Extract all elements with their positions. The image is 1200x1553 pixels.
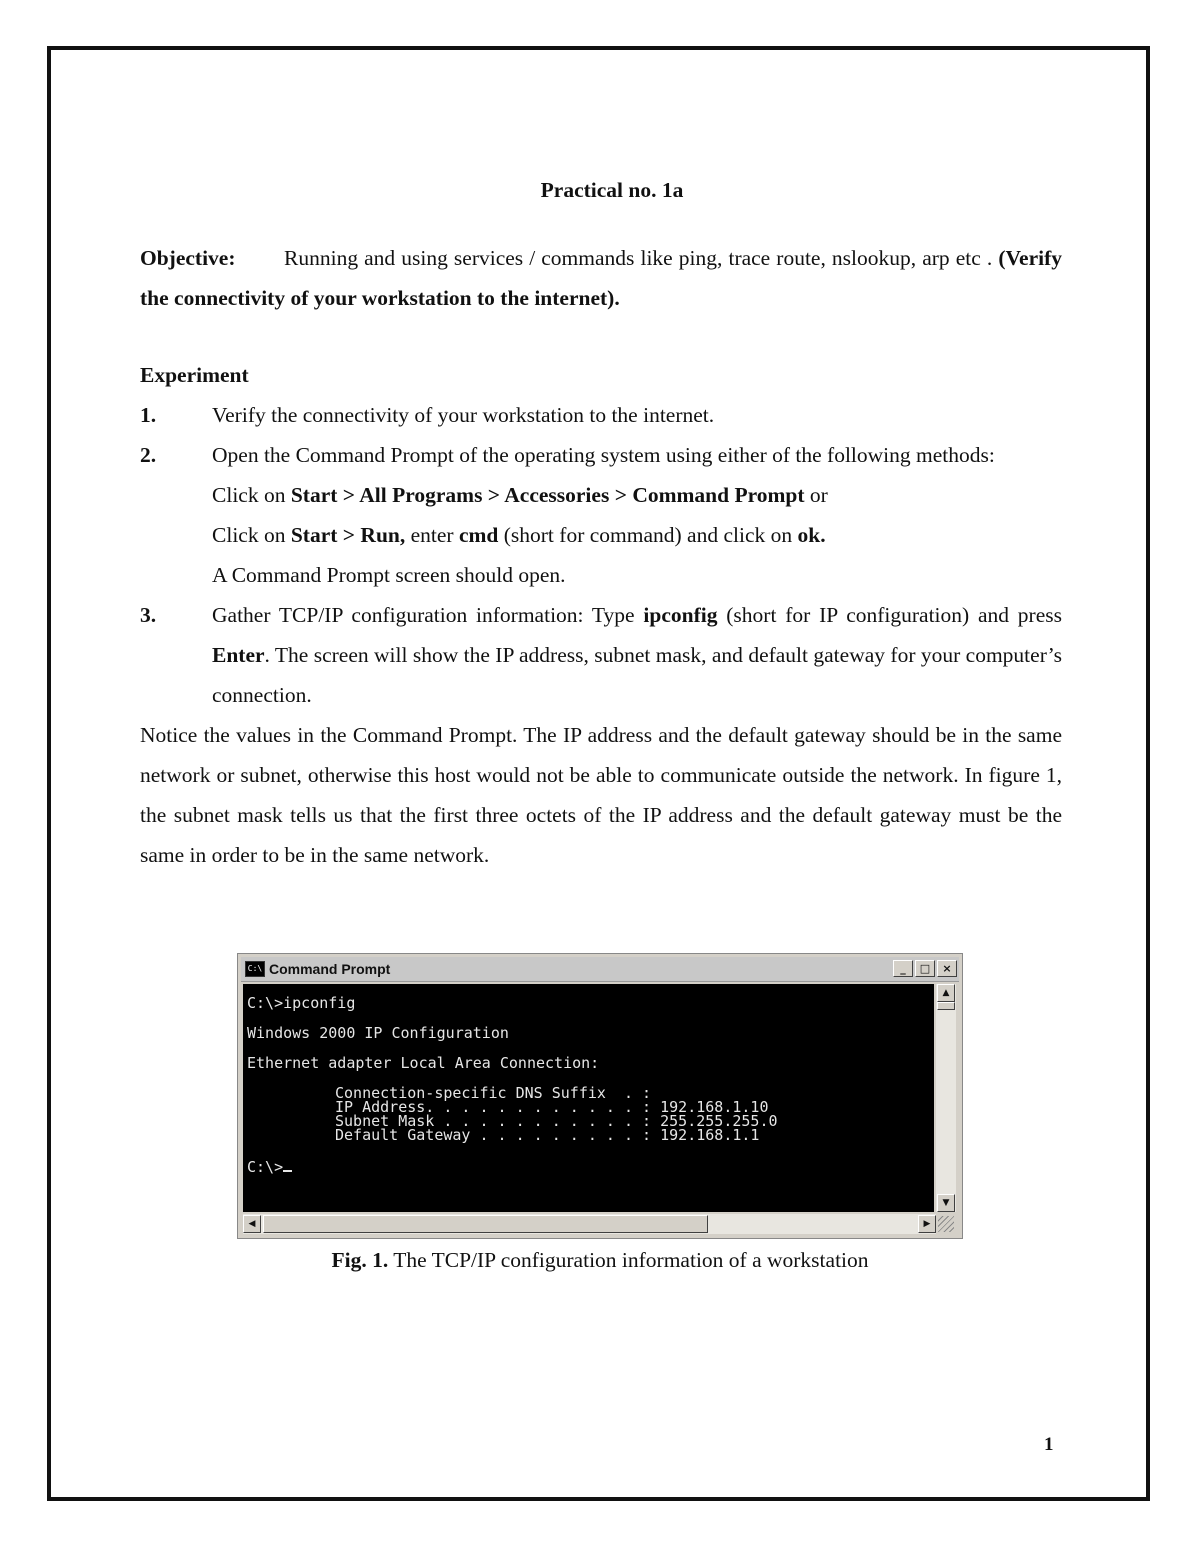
- document-body: [140, 170, 1062, 875]
- console-line: Ethernet adapter Local Area Connection:: [247, 1054, 600, 1072]
- objective-bold-text: (Verify the connectivity of your workstation to the internet).: [140, 246, 1062, 310]
- text-span: or: [804, 483, 828, 507]
- step-3: [140, 595, 1062, 715]
- text-cursor: [283, 1170, 292, 1172]
- menu-path: Start > Run,: [290, 523, 406, 547]
- console-line: Default Gateway . . . . . . . . . : 192.168.1.1: [335, 1126, 760, 1144]
- scroll-up-icon[interactable]: ▲: [937, 984, 955, 1002]
- window-controls: [891, 960, 957, 977]
- console-prompt: [247, 1160, 292, 1175]
- horizontal-scrollbar[interactable]: [243, 1214, 936, 1234]
- console-line: C:\>ipconfig: [247, 994, 356, 1012]
- console-line: IP Address. . . . . . . . . . . . : 192.168.1.10: [335, 1098, 769, 1116]
- menu-path: Start > All Programs > Accessories > Command Prompt: [290, 483, 805, 507]
- notice-paragraph: Notice the values in the Command Prompt. The IP address and the default gateway should be in the same network or subnet, otherwise this host would not be able to communicate outside the network. In figure 1, the subnet mask tells us that the first three octets of the IP address and the default gateway must be the same in order to be in the same network.: [140, 723, 1062, 867]
- figure-caption: [0, 1248, 1200, 1273]
- caption-text: The TCP/IP configuration information of a workstation: [388, 1248, 869, 1272]
- step-2-method-1: [140, 475, 1062, 515]
- text-span: . The screen will show the IP address, subnet mask, and default gateway for your computer’s connection.: [212, 643, 1062, 707]
- text-span: enter: [405, 523, 459, 547]
- step-number: 3.: [140, 603, 157, 627]
- scroll-right-icon[interactable]: ▶: [918, 1215, 936, 1233]
- scroll-thumb[interactable]: [937, 1002, 955, 1010]
- close-icon[interactable]: ×: [937, 960, 957, 977]
- vertical-scrollbar[interactable]: [936, 984, 956, 1212]
- page-number: 1: [1044, 1434, 1054, 1455]
- resize-grip-icon[interactable]: [938, 1216, 954, 1232]
- console-icon: C:\: [245, 961, 265, 977]
- step-2: [140, 435, 1062, 475]
- step-text: Open the Command Prompt of the operating system using either of the following methods:: [212, 443, 995, 467]
- command-prompt-figure: [237, 953, 963, 1239]
- step-2-method-2: [140, 515, 1062, 555]
- horizontal-scroll-thumb[interactable]: [263, 1215, 708, 1233]
- command-name: ipconfig: [643, 603, 718, 627]
- objective-label: Objective:: [140, 246, 236, 270]
- maximize-icon[interactable]: □: [915, 960, 935, 977]
- console-line: Subnet Mask . . . . . . . . . . . : 255.255.255.0: [335, 1112, 778, 1130]
- step-number: 1.: [140, 403, 157, 427]
- text-span: (short for IP configuration) and press: [717, 603, 1062, 627]
- button-name: ok.: [797, 523, 826, 547]
- step-number: 2.: [140, 443, 157, 467]
- figure-label: Fig. 1.: [331, 1248, 389, 1272]
- key-name: Enter: [212, 643, 265, 667]
- step-2-result: A Command Prompt screen should open.: [212, 563, 566, 587]
- scroll-down-icon[interactable]: ▼: [937, 1194, 955, 1212]
- window-titlebar: [241, 957, 959, 982]
- command-name: cmd: [458, 523, 499, 547]
- step-1: [140, 395, 1062, 435]
- scroll-left-icon[interactable]: ◀: [243, 1215, 261, 1233]
- minimize-icon[interactable]: _: [893, 960, 913, 977]
- page-title: Practical no. 1a: [540, 178, 684, 202]
- console-line: Windows 2000 IP Configuration: [247, 1024, 509, 1042]
- window-title: Command Prompt: [269, 961, 391, 977]
- step-text: Verify the connectivity of your workstation to the internet.: [212, 403, 715, 427]
- text-span: Click on: [212, 483, 291, 507]
- console-line: Connection-specific DNS Suffix . :: [335, 1084, 652, 1102]
- prompt-text: C:\>: [247, 1158, 284, 1176]
- console-output: [243, 984, 934, 1212]
- text-span: (short for command) and click on: [498, 523, 798, 547]
- objective-text: Running and using services / commands like ping, trace route, nslookup, arp etc .: [284, 246, 993, 270]
- objective: [140, 238, 1062, 318]
- text-span: Click on: [212, 523, 291, 547]
- experiment-heading: Experiment: [140, 363, 249, 387]
- text-span: Gather TCP/IP configuration information: Type: [212, 603, 644, 627]
